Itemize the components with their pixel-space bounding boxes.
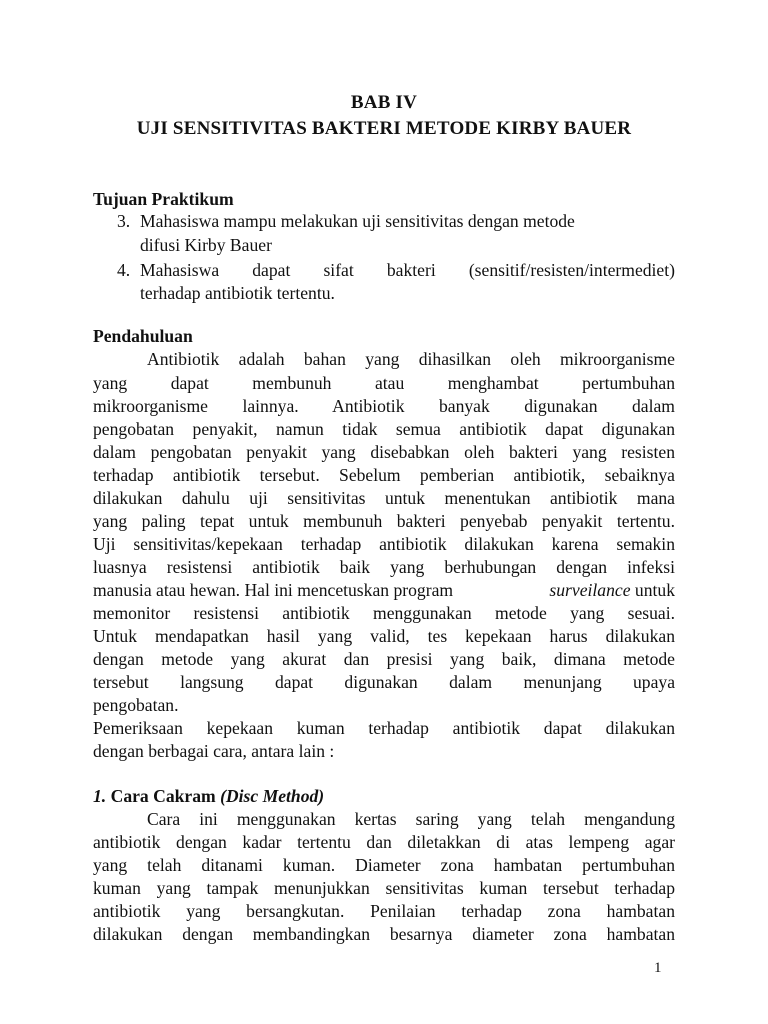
paragraph-line: pengobatan. (93, 695, 179, 715)
paragraph-line: antibiotik dengan kadar tertentu dan diletakkan di atas lempeng agar (93, 832, 675, 852)
paragraph-text: manusia atau hewan. Hal ini mencetuskan program (93, 580, 454, 600)
paragraph-line: terhadap antibiotik tersebut. Sebelum pemberian antibiotik, sebaiknya (93, 465, 675, 485)
section-heading (93, 785, 324, 807)
chapter-number: BAB IV (350, 92, 418, 113)
paragraph-line: yang telah ditanami kuman. Diameter zona hambatan pertumbuhan (93, 855, 675, 875)
tujuan-heading: Tujuan Praktikum (93, 189, 234, 209)
paragraph-line: luasnya resistensi antibiotik baik yang berhubungan dengan infeksi (93, 557, 675, 577)
paragraph-line: memonitor resistensi antibiotik menggunakan metode yang sesuai. (93, 603, 675, 623)
paragraph-line: Untuk mendapatkan hasil yang valid, tes kepekaan harus dilakukan (93, 626, 675, 646)
paragraph-line: kuman yang tampak menunjukkan sensitivitas kuman tersebut terhadap (93, 878, 675, 898)
list-item-number: 3. (117, 211, 131, 231)
list-item-line: Mahasiswa dapat sifat bakteri (sensitif/resisten/intermediet) (140, 260, 675, 280)
page-number: 1 (654, 960, 662, 976)
list-item-line: Mahasiswa mampu melakukan uji sensitivitas dengan metode (140, 211, 575, 231)
paragraph-line: pengobatan penyakit, namun tidak semua antibiotik dapat digunakan (93, 419, 675, 439)
paragraph-line (93, 579, 675, 601)
paragraph-line: Cara ini menggunakan kertas saring yang telah mengandung (147, 809, 675, 829)
list-item-line: difusi Kirby Bauer (140, 235, 272, 255)
paragraph-line: Uji sensitivitas/kepekaan terhadap antibiotik dilakukan karena semakin (93, 534, 675, 554)
paragraph-line: tersebut langsung dapat digunakan dalam menunjang upaya (93, 672, 675, 692)
list-item-line: terhadap antibiotik tertentu. (140, 283, 335, 303)
list-item-number: 4. (117, 260, 131, 280)
paragraph-line: dilakukan dengan membandingkan besarnya diameter zona hambatan (93, 924, 675, 944)
italic-term: surveilance (549, 580, 631, 600)
paragraph-line: dilakukan dahulu uji sensitivitas untuk menentukan antibiotik mana (93, 488, 675, 508)
paragraph-line: Antibiotik adalah bahan yang dihasilkan oleh mikroorganisme (147, 349, 675, 369)
section-label-italic: (Disc Method) (220, 786, 325, 806)
paragraph-line: yang dapat membunuh atau menghambat pertumbuhan (93, 373, 675, 393)
section-number: 1. (93, 786, 107, 806)
paragraph-line: dalam pengobatan penyakit yang disebabkan oleh bakteri yang resisten (93, 442, 675, 462)
paragraph-line: Pemeriksaan kepekaan kuman terhadap antibiotik dapat dilakukan (93, 718, 675, 738)
paragraph-line: antibiotik yang bersangkutan. Penilaian terhadap zona hambatan (93, 901, 675, 921)
section-label: Cara Cakram (110, 786, 216, 806)
pendahuluan-heading: Pendahuluan (93, 326, 193, 346)
paragraph-line: mikroorganisme lainnya. Antibiotik banyak digunakan dalam (93, 396, 675, 416)
paragraph-line: dengan metode yang akurat dan presisi yang baik, dimana metode (93, 649, 675, 669)
chapter-title: UJI SENSITIVITAS BAKTERI METODE KIRBY BAUER (136, 118, 632, 139)
paragraph-line: yang paling tepat untuk membunuh bakteri penyebab penyakit tertentu. (93, 511, 675, 531)
paragraph-line: dengan berbagai cara, antara lain : (93, 741, 335, 761)
paragraph-text: untuk (634, 580, 675, 600)
